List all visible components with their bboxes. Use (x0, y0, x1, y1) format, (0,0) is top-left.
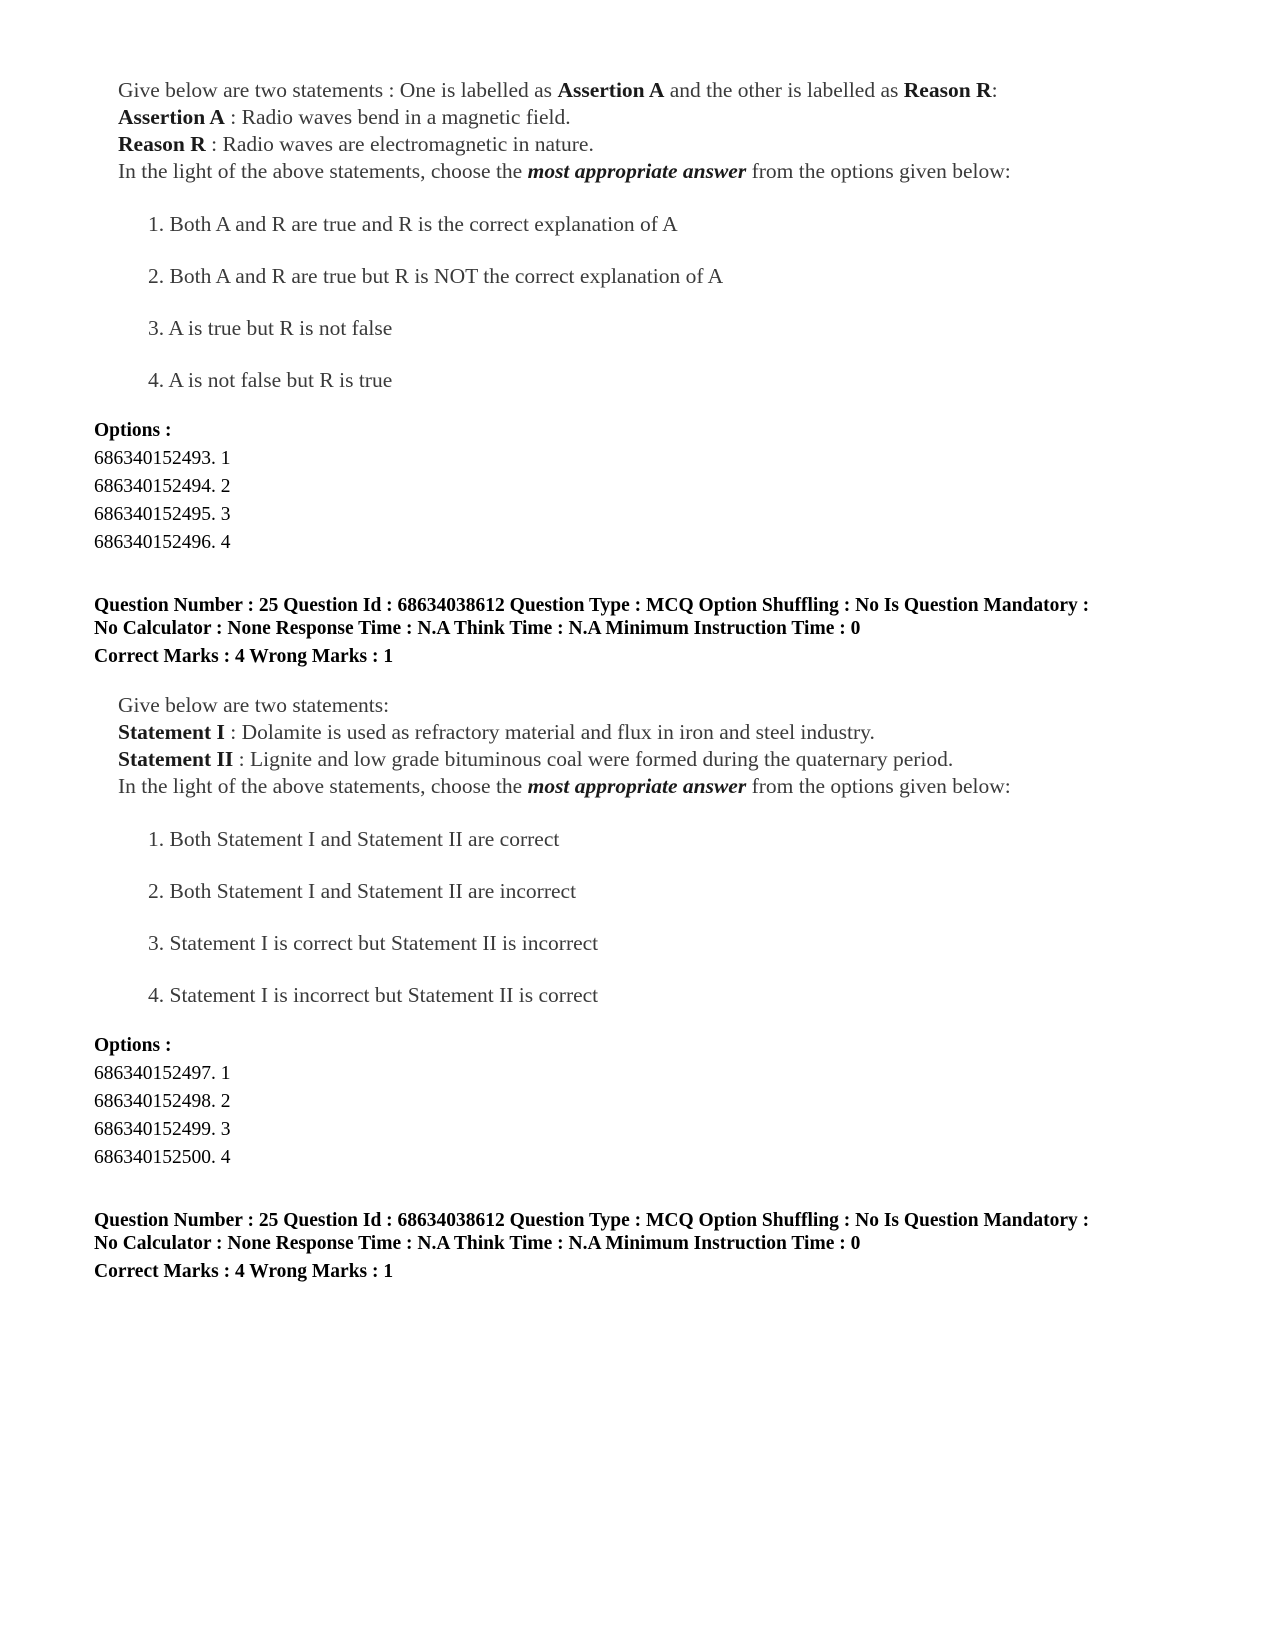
question-2-choice: 3. Statement I is correct but Statement II is incorrect (148, 931, 599, 955)
question-1-image (118, 78, 1118, 398)
question-1-intro: Give below are two statements : One is labelled as Assertion A and the other is labelled as Reason R: (118, 78, 998, 102)
question-2-choice: 1. Both Statement I and Statement II are correct (148, 827, 560, 851)
option-id: 686340152495. 3 (94, 504, 231, 525)
question-header-line1: Question Number : 25 Question Id : 68634038612 Question Type : MCQ Option Shuffling : No Is Question Mandatory : (94, 1210, 1090, 1231)
option-id: 686340152499. 3 (94, 1119, 231, 1140)
question-2-statement-1: Statement I : Dolamite is used as refractory material and flux in iron and steel industry. (118, 720, 875, 744)
question-1-reason: Reason R : Radio waves are electromagnetic in nature. (118, 132, 594, 156)
question-marks: Correct Marks : 4 Wrong Marks : 1 (94, 646, 394, 667)
question-1-choice: 3. A is true but R is not false (148, 316, 393, 340)
question-marks: Correct Marks : 4 Wrong Marks : 1 (94, 1261, 394, 1282)
question-1-choice: 1. Both A and R are true and R is the correct explanation of A (148, 212, 678, 236)
question-2-image (118, 693, 1118, 1013)
question-1-choice: 2. Both A and R are true but R is NOT the correct explanation of A (148, 264, 724, 288)
question-2-intro: Give below are two statements: (118, 693, 390, 717)
option-id: 686340152497. 1 (94, 1063, 231, 1084)
question-2-instruction: In the light of the above statements, choose the most appropriate answer from the options given below: (118, 774, 1011, 798)
question-1-instruction: In the light of the above statements, choose the most appropriate answer from the options given below: (118, 159, 1011, 183)
question-2-choice: 2. Both Statement I and Statement II are incorrect (148, 879, 577, 903)
options-label: Options : (94, 420, 172, 441)
option-id: 686340152496. 4 (94, 532, 231, 553)
option-id: 686340152494. 2 (94, 476, 231, 497)
options-label: Options : (94, 1035, 172, 1056)
question-2-statement-2: Statement II : Lignite and low grade bituminous coal were formed during the quaternary period. (118, 747, 954, 771)
option-id: 686340152500. 4 (94, 1147, 231, 1168)
question-2-choice: 4. Statement I is incorrect but Statement II is correct (148, 983, 599, 1007)
question-header-line1: Question Number : 25 Question Id : 68634038612 Question Type : MCQ Option Shuffling : No Is Question Mandatory : (94, 595, 1090, 616)
question-1-assertion: Assertion A : Radio waves bend in a magnetic field. (118, 105, 571, 129)
question-header-line2: No Calculator : None Response Time : N.A Think Time : N.A Minimum Instruction Time : 0 (94, 1233, 861, 1254)
option-id: 686340152498. 2 (94, 1091, 231, 1112)
question-header-line2: No Calculator : None Response Time : N.A Think Time : N.A Minimum Instruction Time : 0 (94, 618, 861, 639)
option-id: 686340152493. 1 (94, 448, 231, 469)
question-1-choice: 4. A is not false but R is true (148, 368, 393, 392)
